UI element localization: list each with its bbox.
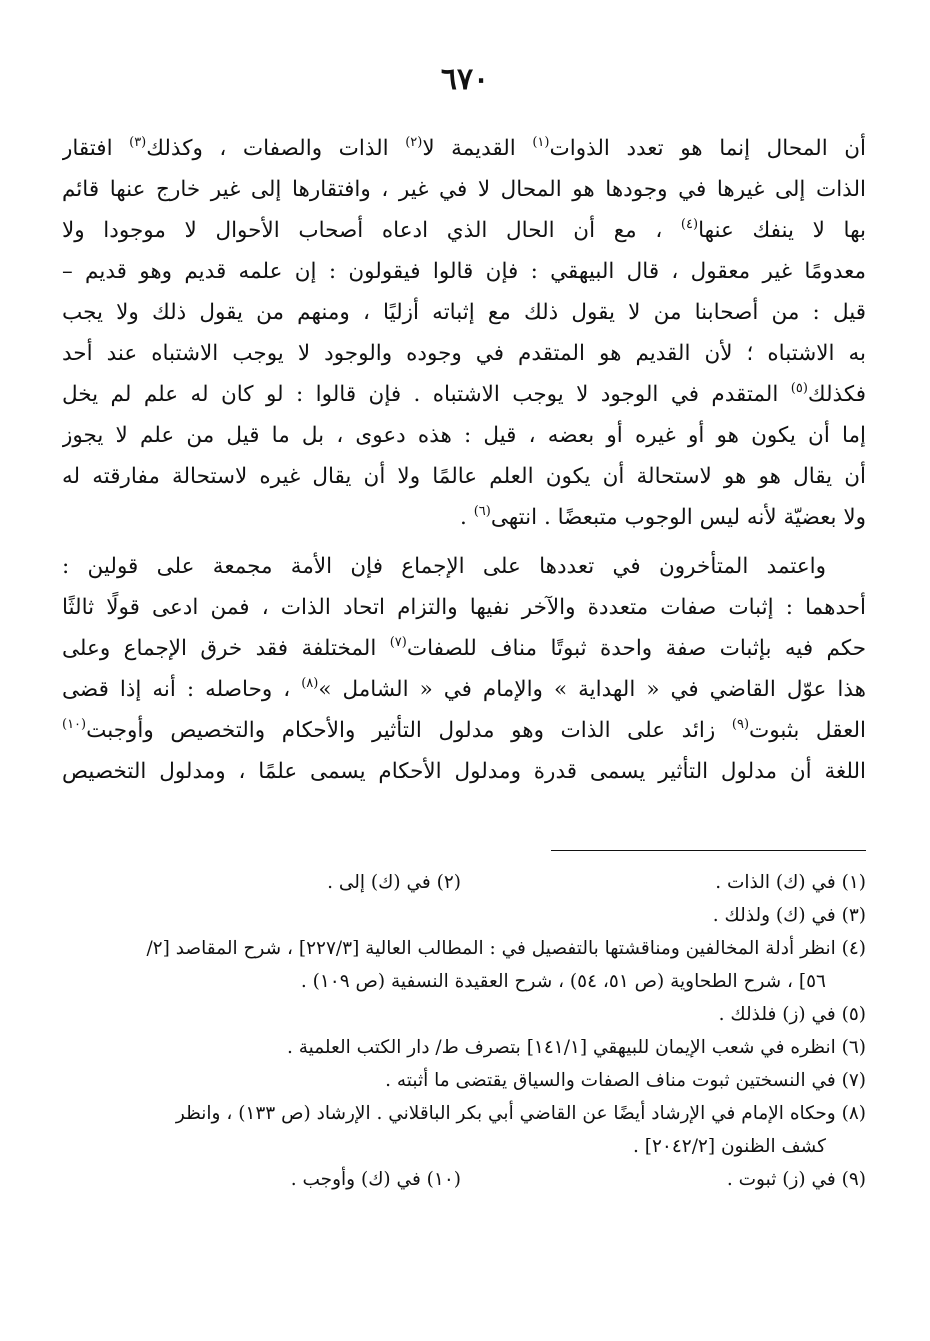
text-line — [62, 497, 866, 538]
text-run: أحدهما : إثبات صفات متعددة والآخر نفيها والتزام اتحاد الذات ، فمن ادعى قولًا ثالثًا — [62, 595, 866, 620]
text-run: القديمة لا — [422, 136, 533, 161]
text-run: به الاشتباه ؛ لأن القديم هو المتقدم في وجوده والوجود لا يوجب الاشتباه عند أحد — [62, 341, 866, 366]
text-run: هذا عوّل القاضي في « الهداية » والإمام في « الشامل » — [318, 677, 866, 702]
text-line — [62, 546, 866, 587]
text-run: العقل بثبوت — [749, 718, 866, 743]
text-run: اللغة أن مدلول التأثير يسمى قدرة ومدلول الأحكام يسمى علمًا ، ومدلول التخصيص — [62, 759, 866, 784]
text-run: افتقار — [62, 136, 130, 161]
footnote-5: (٥) في (ز) فلذلك . — [718, 1004, 866, 1025]
text-run: معدومًا غير معقول ، قال البيهقي : فإن قالوا فيقولون : إن علمه قديم وهو قديم – — [62, 259, 866, 284]
text-run: الذات والصفات ، وكذلك — [146, 136, 406, 161]
text-run: الذات إلى غيرها في وجودها هو المحال لا في غير ، وافتقارها إلى غير خارج عنها قائم — [62, 177, 866, 202]
paragraph-gap — [62, 538, 866, 546]
text-run: واعتمد المتأخرون في تعددها على الإجماع فإن الأمة مجمعة على قولين : — [62, 554, 826, 579]
text-run: . — [460, 505, 474, 530]
text-run: ولا بعضيّة لأنه ليس الوجوب متبعضًا . انتهى — [490, 505, 866, 530]
footnote-marker: (٥) — [790, 381, 808, 396]
footnote-marker: (١٠) — [62, 717, 87, 732]
text-run: أن المحال إنما هو تعدد الذوات — [549, 136, 866, 161]
text-run: إما أن يكون هو أو غيره أو بعضه ، قيل : هذه دعوى ، بل ما قيل من علم لا يجوز — [62, 423, 866, 448]
text-line — [62, 456, 866, 497]
text-line — [62, 169, 866, 210]
text-line — [62, 251, 866, 292]
text-line — [62, 374, 866, 415]
footnote-9: (٩) في (ز) ثبوت . — [726, 1169, 866, 1190]
footnote-row — [62, 866, 866, 899]
footnote-marker: (٤) — [680, 217, 699, 232]
footnote-10: (١٠) في (ك) وأوجب . — [290, 1169, 461, 1190]
text-run: ، مع أن الحال الذي ادعاه أصحاب الأحوال لا موجودا ولا — [62, 218, 681, 243]
footnote-7: (٧) في النسختين ثبوت مناف الصفات والسياق يقتضى ما أثبته . — [385, 1070, 866, 1091]
text-run: قيل : من أصحابنا من لا يقول ذلك مع إثباته أزليًا ، ومنهم من يقول ذلك ولا يجب — [62, 300, 866, 325]
text-run: ، وحاصله : أنه إذا قضى — [62, 677, 302, 702]
text-run: زائد على الذات وهو مدلول التأثير والأحكام والتخصيص وأوجبت — [86, 718, 732, 743]
text-line — [62, 710, 866, 751]
text-line — [62, 292, 866, 333]
footnote-marker: (١) — [532, 135, 550, 150]
footnote-3: (٣) في (ك) ولذلك . — [712, 905, 866, 926]
footnote-8: (٨) وحكاه الإمام في الإرشاد أيضًا عن القاضي أبي بكر الباقلاني . الإرشاد (ص ١٣٣) ، وانظر — [175, 1103, 866, 1124]
footnote-marker: (٩) — [731, 717, 750, 732]
footnote-separator — [551, 850, 866, 851]
footnote-marker: (٣) — [129, 135, 147, 150]
text-run: المتقدم في الوجود لا يوجب الاشتباه . فإن قالوا : لو كان له علم لم يخل — [62, 382, 791, 407]
text-line — [62, 333, 866, 374]
text-run: فكذلك — [807, 382, 866, 407]
page-number: ٦٧٠ — [440, 62, 490, 97]
text-line — [62, 751, 866, 792]
footnote-1: (١) في (ك) الذات . — [715, 872, 866, 893]
text-line — [62, 628, 866, 669]
footnote-marker: (٧) — [389, 635, 407, 650]
text-line — [62, 669, 866, 710]
footnote-4-continued: ٥٦] ، شرح الطحاوية (ص ٥١، ٥٤) ، شرح العقيدة النسفية (ص ١٠٩) . — [300, 971, 826, 992]
text-line — [62, 128, 866, 169]
text-run: أن يقال هو هو لاستحالة أن يكون العلم عالمًا ولا أن يقال غيره لاستحالة مفارقته له — [62, 464, 866, 489]
footnote-marker: (٢) — [405, 135, 423, 150]
text-line — [62, 587, 866, 628]
text-run: حكم فيه بإثبات صفة واحدة ثبوتًا مناف للصفات — [406, 636, 866, 661]
footnote-8-continued: كشف الظنون [٢٠٤٢/٢] . — [632, 1136, 826, 1157]
main-text — [62, 128, 866, 792]
footnote-row — [62, 1163, 866, 1196]
footnote-2: (٢) في (ك) إلى . — [327, 872, 461, 893]
text-line — [62, 210, 866, 251]
footnote-6: (٦) انظره في شعب الإيمان للبيهقي [١٤١/١] بتصرف ط/ دار الكتب العلمية . — [286, 1037, 866, 1058]
text-run: بها لا ينفك عنها — [698, 218, 866, 243]
text-run: المختلفة فقد خرق الإجماع وعلى — [62, 636, 390, 661]
footnote-marker: (٨) — [301, 676, 319, 691]
text-line — [62, 415, 866, 456]
footnotes — [62, 866, 866, 1196]
footnote-4: (٤) انظر أدلة المخالفين ومناقشتها بالتفصيل في : المطالب العالية [٢٢٧/٣] ، شرح المقاصد [٢/ — [146, 938, 866, 959]
footnote-marker: (٦) — [473, 504, 491, 519]
